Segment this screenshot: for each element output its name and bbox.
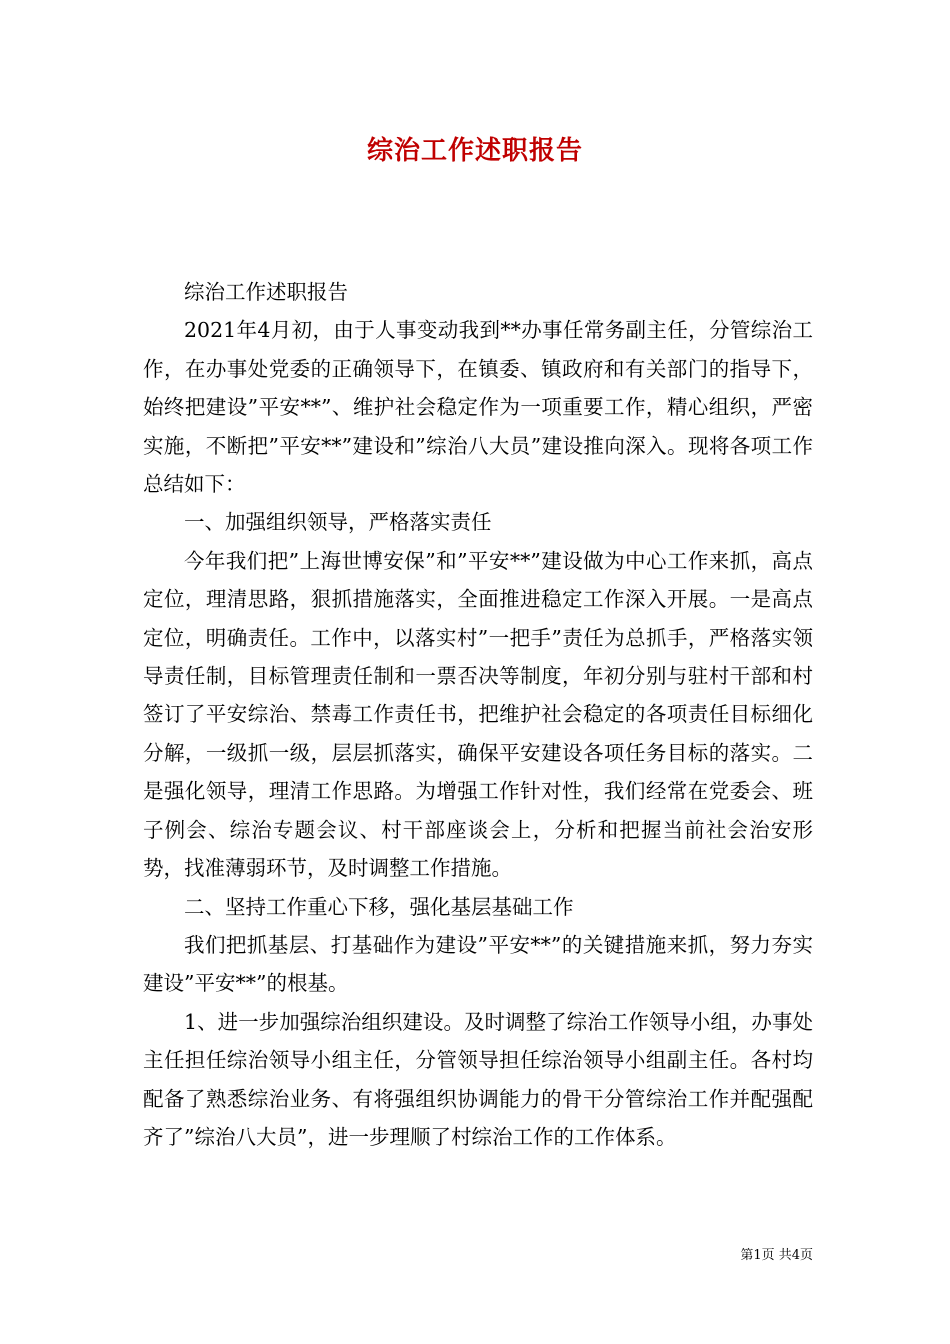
paragraph-intro: 2021年4月初，由于人事变动我到**办事任常务副主任，分管综治工作，在办事处党委的正确领导下，在镇委、镇政府和有关部门的指导下，始终把建设”平安**”、维护社会稳定作为一项重要工作，精心组织，严密实施，不断把”平安**”建设和”综治八大员”建设推向深入。现将各项工作总结如下： bbox=[143, 318, 813, 497]
section-heading-1: 一、加强组织领导，严格落实责任 bbox=[184, 510, 492, 535]
section-heading-2: 二、坚持工作重心下移，强化基层基础工作 bbox=[184, 894, 574, 919]
paragraph-section-2: 我们把抓基层、打基础作为建设”平安**”的关键措施来抓，努力夯实建设”平安**”的根基。 bbox=[143, 932, 813, 996]
document-title: 综治工作述职报告 bbox=[366, 136, 583, 166]
page-number: 第1页 共4页 bbox=[740, 1248, 813, 1263]
document-body bbox=[143, 273, 813, 1156]
paragraph-section-1: 今年我们把”上海世博安保”和”平安**”建设做为中心工作来抓，高点定位，理清思路，狠抓措施落实，全面推进稳定工作深入开展。一是高点定位，明确责任。工作中，以落实村”一把手”责任为总抓手，严格落实领导责任制，目标管理责任制和一票否决等制度，年初分别与驻村干部和村签订了平安综治、禁毒工作责任书，把维护社会稳定的各项责任目标细化分解，一级抓一级，层层抓落实，确保平安建设各项任务目标的落实。二是强化领导，理清工作思路。为增强工作针对性，我们经常在党委会、班子例会、综治专题会议、村干部座谈会上，分析和把握当前社会治安形势，找准薄弱环节，及时调整工作措施。 bbox=[143, 548, 813, 881]
paragraph-item-1: 1、进一步加强综治组织建设。及时调整了综治工作领导小组，办事处主任担任综治领导小组主任，分管领导担任综治领导小组副主任。各村均配备了熟悉综治业务、有将强组织协调能力的骨干分管综治工作并配强配齐了”综治八大员”，进一步理顺了村综治工作的工作体系。 bbox=[143, 1009, 813, 1149]
paragraph-heading: 综治工作述职报告 bbox=[184, 280, 348, 304]
